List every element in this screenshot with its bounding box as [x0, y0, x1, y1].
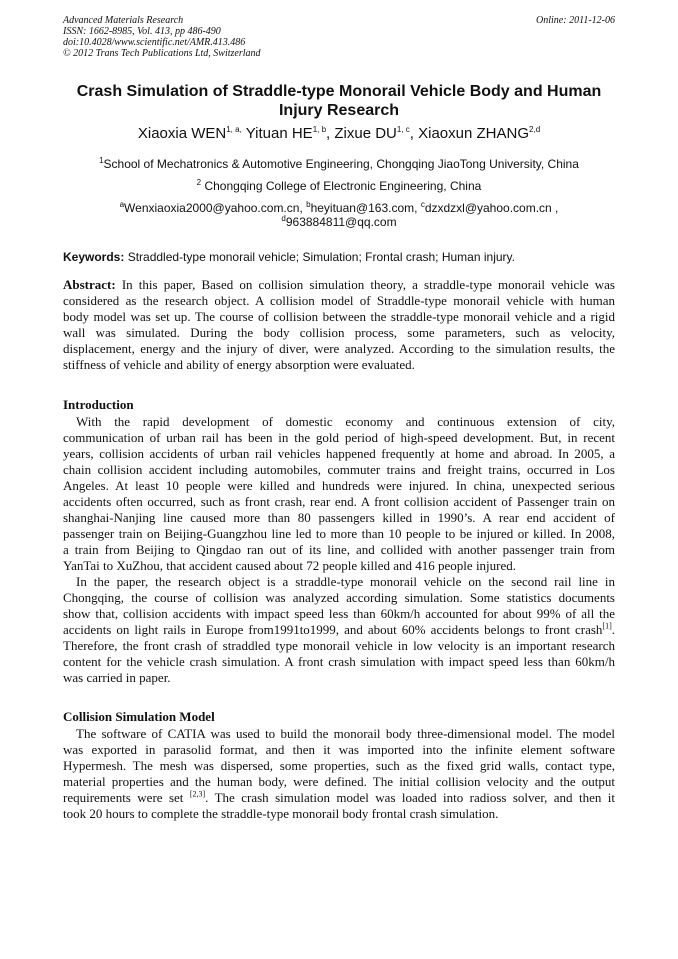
text-line [63, 774, 615, 790]
text-line [63, 446, 615, 462]
abstract-label: Abstract: [63, 277, 116, 292]
affil-mark: 2 [196, 178, 202, 187]
text-line [63, 325, 615, 341]
text-line [63, 494, 615, 510]
author-name: , Zixue DU [326, 125, 397, 142]
affiliation-1 [40, 157, 638, 171]
line-text: Angeles. At least 10 people were killed and hundreds were injured. In china, unexpected serious [63, 478, 615, 493]
text-line [63, 742, 615, 758]
text-line [63, 638, 615, 654]
line-text: a train from Beijing to Qingdao ran out of its line, and collided with another passenger train from [63, 542, 615, 557]
section-heading: Introduction [63, 397, 134, 412]
online-date: Online: 2011-12-06 [536, 15, 615, 26]
email: dzxdzxl@yahoo.com.cn , [424, 201, 559, 215]
text-line [63, 341, 615, 357]
text-line [63, 478, 615, 494]
line-text: body model was set up. The course of collision between the straddle-type monorail vehicle and a rigid [63, 309, 615, 324]
line-text: With the rapid development of domestic economy and continuous extension of city, [76, 414, 615, 429]
text-line [63, 462, 615, 478]
author-affil: 2,d [529, 125, 541, 134]
title-line: Injury Research [278, 102, 400, 119]
email-mark: b [306, 200, 311, 209]
line-text: YanTai to XuZhou, that accident caused about 72 people killed and 416 people injured. [63, 558, 517, 573]
line-text: was exported in parasolid format, and then it was imported into the infinite element software [63, 742, 615, 757]
citation: [1] [602, 621, 612, 631]
line-text: . The crash simulation model was loaded into radioss solver, and then it [205, 790, 616, 805]
line-text: wall was simulated. During the body collision process, some parameters, such as velocity, [63, 325, 615, 340]
abstract [63, 277, 615, 373]
text-line [63, 726, 615, 742]
line-text: communication of urban rail has been in the gold period of high-speed development. But, in recent [63, 430, 615, 445]
text-line [63, 526, 615, 542]
affiliation-2 [40, 179, 638, 193]
text-line [63, 309, 615, 325]
section-introduction [63, 397, 615, 686]
author-affil: 1, a, [226, 125, 242, 134]
text-line [63, 654, 615, 670]
line-text: shanghai-Nanjing line caused more than 80 passengers killed in 1990’s. A rear end accident of [63, 510, 615, 525]
email: Wenxiaoxia2000@yahoo.com.cn, [124, 201, 307, 215]
copyright: © 2012 Trans Tech Publications Ltd, Switzerland [63, 48, 261, 59]
author-affil: 1, c [396, 125, 410, 134]
line-text: took 20 hours to complete the straddle-type monorail body frontal crash simulation. [63, 806, 499, 821]
text-line [63, 510, 615, 526]
line-text: stiffness of vehicle and ability of energy absorption were evaluated. [63, 357, 415, 372]
line-text: show that, collision accidents with impact speed less than 60km/h accounted for about 99% of all the [63, 606, 615, 621]
text-line [63, 542, 615, 558]
line-text: In this paper, Based on collision simulation theory, a straddle-type monorail vehicle was [115, 277, 615, 292]
line-text: material properties and the human body, were defined. The initial collision velocity and the output [63, 774, 615, 789]
text-line [63, 806, 615, 822]
email: heyituan@163.com, [310, 201, 421, 215]
affil-text: Chongqing College of Electronic Engineering, China [201, 179, 482, 193]
line-text: was carried in paper. [63, 670, 171, 685]
keywords [63, 250, 615, 264]
text-line [63, 606, 615, 622]
text-line [63, 277, 615, 293]
line-text: accidents on light rails in Europe from1991to1999, and about 60% accidents belongs to front crash [63, 622, 603, 637]
text-line [63, 758, 615, 774]
text-line [63, 622, 615, 638]
line-text: Hypermesh. The mesh was dispersed, some properties, such as the fixed grid walls, contact type, [63, 758, 615, 773]
keywords-text: Straddled-type monorail vehicle; Simulation; Frontal crash; Human injury. [124, 250, 515, 264]
affil-text: School of Mechatronics & Automotive Engineering, Chongqing JiaoTong University, China [103, 157, 579, 171]
email: 963884811@qq.com [285, 215, 397, 229]
affil-mark: 1 [99, 156, 104, 165]
journal-info [63, 15, 261, 59]
line-text: . [611, 622, 615, 637]
keywords-label: Keywords: [63, 250, 125, 264]
line-text: displacement, energy and the injury of diver, were analyzed. According to the simulation results, the [63, 341, 615, 356]
text-line [63, 430, 615, 446]
email-mark: c [420, 200, 425, 209]
text-line [63, 790, 615, 806]
line-text: In the paper, the research object is a straddle-type monorail vehicle on the second rail line in [76, 574, 615, 589]
author-name: , Xiaoxun ZHANG [409, 125, 530, 142]
journal-name: Advanced Materials Research [63, 15, 184, 26]
title-line: Crash Simulation of Straddle-type Monorail Vehicle Body and Human [76, 83, 602, 100]
line-text: content for the vehicle crash simulation. A front crash simulation with impact speed less than 60km/h [63, 654, 615, 669]
text-line [63, 670, 615, 686]
paper-title [63, 82, 615, 120]
authors [40, 125, 638, 143]
author-name: Xiaoxia WEN [137, 125, 227, 142]
issn: ISSN: 1662-8985, Vol. 413, pp 486-490 [63, 26, 221, 37]
text-line [63, 414, 615, 430]
text-line [63, 293, 615, 309]
line-text: requirements were set [63, 790, 190, 805]
line-text: accidents often occurred, such as front crash, rear end. A front collision accident of Passenger train on [63, 494, 615, 509]
author-name: Yituan HE [241, 125, 313, 142]
citation: [2,3] [189, 789, 206, 799]
doi: doi:10.4028/www.scientific.net/AMR.413.486 [63, 37, 246, 48]
line-text: Chongqing, the course of collision was analyzed according simulation. Some statistics documents [63, 590, 615, 605]
text-line [63, 357, 615, 373]
section-collision-simulation-model [63, 709, 615, 822]
line-text: Therefore, the front crash of straddled type monorail vehicle in low velocity is an important research [63, 638, 615, 653]
line-text: chain collision accident including automobiles, commuter trains and freight trains, occurred in Los [63, 462, 615, 477]
text-line [63, 590, 615, 606]
text-line [63, 558, 615, 574]
line-text: considered as the research object. A collision model of Straddle-type monorail vehicle with human [63, 293, 615, 308]
section-heading: Collision Simulation Model [63, 709, 215, 724]
author-affil: 1, b [312, 125, 327, 134]
text-line [63, 574, 615, 590]
line-text: passenger train on Beijing-Guangzhou line led to more than 10 people to be injured or killed. In 2008, [63, 526, 615, 541]
line-text: years, collision accidents of urban rail vehicles happened frequently at home and abroad. In 2005, a [63, 446, 615, 461]
email-mark: d [281, 214, 286, 223]
email-mark: a [119, 200, 125, 209]
emails [40, 201, 638, 229]
line-text: The software of CATIA was used to build the monorail body three-dimensional model. The model [76, 726, 615, 741]
